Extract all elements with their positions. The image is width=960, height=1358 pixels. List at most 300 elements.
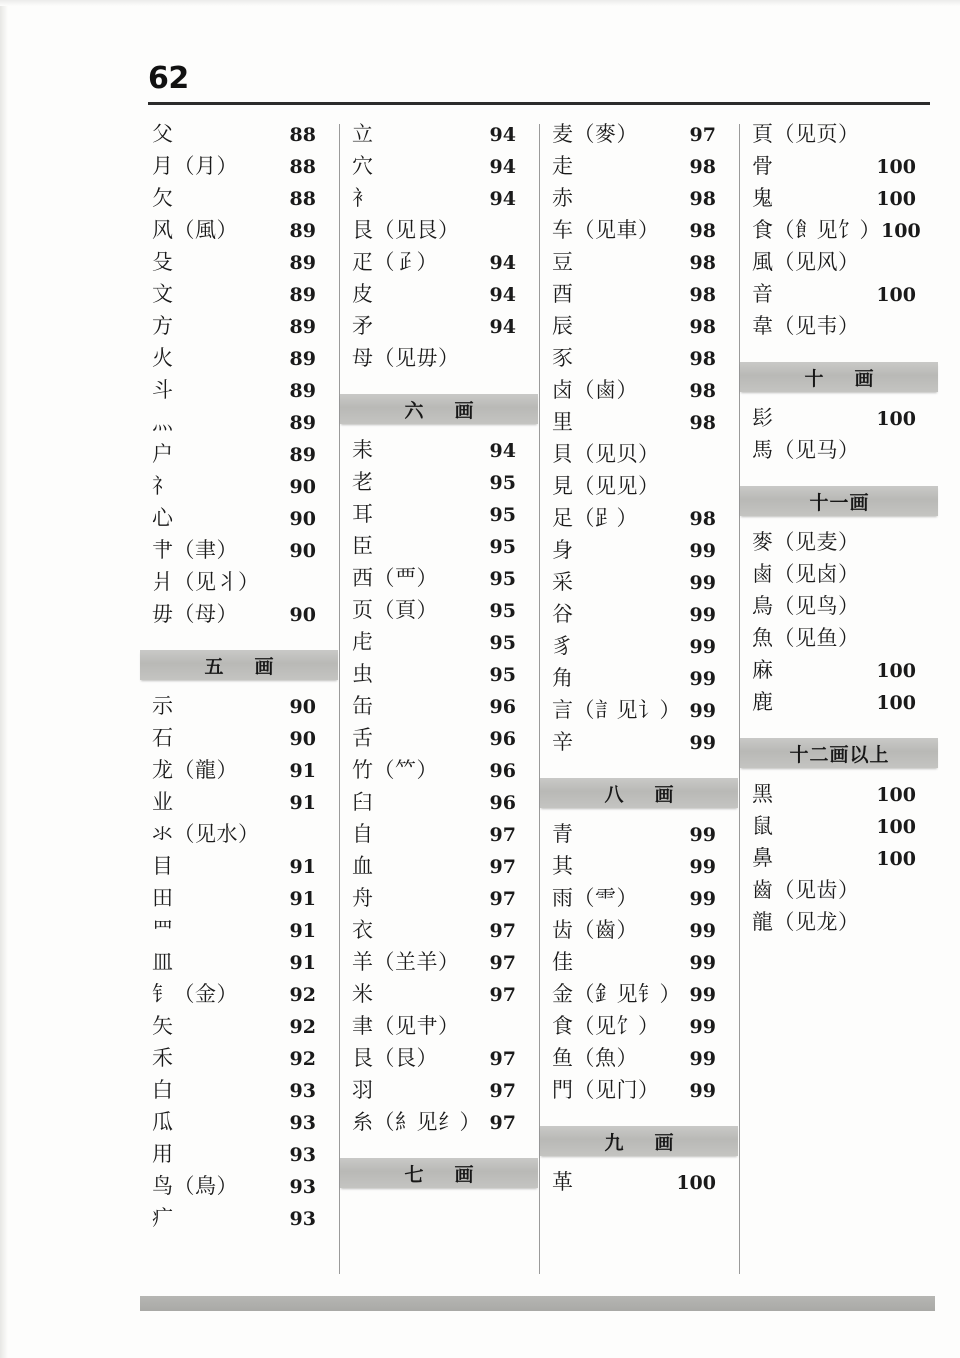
radical-page-number: 91 [289, 952, 316, 974]
radical-entry[interactable] [140, 476, 338, 508]
radical-character: 斗 [152, 378, 174, 402]
radical-page-number: 99 [689, 1016, 716, 1038]
radical-entry[interactable] [540, 732, 738, 764]
radical-character: 卤（鹵） [552, 378, 638, 402]
radical-entry[interactable] [540, 444, 738, 476]
page-number: 62 [148, 61, 189, 96]
radical-entry[interactable] [140, 888, 338, 920]
radical-entry[interactable] [540, 540, 738, 572]
radical-character: 禾 [152, 1046, 174, 1070]
radical-page-number: 93 [289, 1176, 316, 1198]
radical-character: 髟 [752, 406, 774, 430]
radical-entry[interactable] [340, 824, 538, 856]
radical-character: 身 [552, 538, 574, 562]
radical-entry[interactable] [140, 604, 338, 636]
radical-page-number: 95 [489, 536, 516, 558]
radical-page-number: 97 [489, 1112, 516, 1134]
radical-page-number: 94 [489, 316, 516, 338]
radical-character: 车（见車） [552, 218, 660, 242]
radical-entry[interactable] [140, 1208, 338, 1240]
radical-page-number: 90 [289, 604, 316, 626]
radical-entry[interactable] [140, 124, 338, 156]
radical-character: 礻 [152, 474, 174, 498]
radical-character: 衤 [352, 186, 374, 210]
radical-character: 豕 [552, 346, 574, 370]
radical-page-number: 96 [489, 760, 516, 782]
radical-entry[interactable] [540, 124, 738, 156]
radical-entry[interactable] [540, 1080, 738, 1112]
radical-character: 風（见风） [752, 250, 860, 274]
radical-entry[interactable] [340, 632, 538, 664]
radical-character: 辰 [552, 314, 574, 338]
radical-character: 齿（齒） [552, 918, 638, 942]
radical-character: 龍（见龙） [752, 910, 860, 934]
radical-character: 麦（麥） [552, 122, 638, 146]
radical-entry[interactable] [740, 848, 938, 880]
radical-character: 臣 [352, 534, 374, 558]
radical-entry[interactable] [340, 472, 538, 504]
radical-entry[interactable] [740, 564, 938, 596]
radical-character: 糸（糹见纟） [352, 1110, 481, 1134]
radical-character: 业 [152, 790, 174, 814]
radical-character: 鱼（魚） [552, 1046, 638, 1070]
radical-character: 疒 [152, 1206, 174, 1230]
radical-entry[interactable] [740, 188, 938, 220]
radical-character: 欠 [152, 186, 174, 210]
radical-page-number: 95 [489, 472, 516, 494]
radical-page-number: 96 [489, 792, 516, 814]
radical-entry[interactable] [140, 348, 338, 380]
radical-page-number: 98 [689, 316, 716, 338]
radical-character: 虍 [352, 630, 374, 654]
radical-page-number: 97 [489, 1080, 516, 1102]
stroke-section-label: 七 画 [404, 1163, 480, 1186]
radical-entry[interactable] [140, 284, 338, 316]
radical-entry[interactable] [740, 156, 938, 188]
radical-entry[interactable] [740, 284, 938, 316]
radical-entry[interactable] [140, 1176, 338, 1208]
radical-character: 衣 [352, 918, 374, 942]
radical-character: 米 [352, 982, 374, 1006]
radical-page-number: 94 [489, 156, 516, 178]
radical-page-number: 88 [289, 124, 316, 146]
radical-entry[interactable] [140, 508, 338, 540]
page-edge-shadow-left [0, 0, 8, 1358]
radical-page-number: 92 [289, 984, 316, 1006]
radical-character: 鹵（见卤） [752, 562, 860, 586]
radical-character: 酉 [552, 282, 574, 306]
radical-page-number: 99 [689, 732, 716, 754]
stroke-section-label: 六 画 [404, 399, 480, 422]
radical-character: 父 [152, 122, 174, 146]
radical-character: 鼠 [752, 814, 774, 838]
radical-page-number: 91 [289, 792, 316, 814]
radical-page-number: 88 [289, 188, 316, 210]
radical-entry[interactable] [540, 316, 738, 348]
radical-page-number: 99 [689, 572, 716, 594]
radical-character: 矛 [352, 314, 374, 338]
radical-entry[interactable] [340, 1016, 538, 1048]
radical-entry[interactable] [140, 1048, 338, 1080]
radical-page-number: 94 [489, 124, 516, 146]
radical-character: 金（釒见钅） [552, 982, 681, 1006]
radical-entry[interactable] [140, 1016, 338, 1048]
radical-entry[interactable] [340, 792, 538, 824]
radical-entry[interactable] [540, 1048, 738, 1080]
stroke-section-header [740, 486, 938, 516]
radical-page-number: 89 [289, 348, 316, 370]
radical-page-number: 89 [289, 252, 316, 274]
radical-character: 龙（龍） [152, 758, 238, 782]
radical-character: 骨 [752, 154, 774, 178]
radical-page-number: 100 [876, 784, 916, 806]
radical-character: 角 [552, 666, 574, 690]
radical-entry[interactable] [740, 408, 938, 440]
page-edge-shadow-top [0, 0, 960, 6]
radical-page-number: 98 [689, 188, 716, 210]
radical-entry[interactable] [740, 440, 938, 472]
radical-entry[interactable] [140, 252, 338, 284]
radical-character: 聿（见肀） [352, 1014, 460, 1038]
radical-page-number: 93 [289, 1112, 316, 1134]
radical-page-number: 96 [489, 696, 516, 718]
radical-character: 鸟（鳥） [152, 1174, 238, 1198]
radical-character: 殳 [152, 250, 174, 274]
radical-entry[interactable] [740, 596, 938, 628]
radical-entry[interactable] [340, 888, 538, 920]
radical-character: 豆 [552, 250, 574, 274]
radical-character: 灬 [152, 410, 174, 434]
radical-character: 青 [552, 822, 574, 846]
radical-entry[interactable] [340, 984, 538, 1016]
radical-entry[interactable] [340, 124, 538, 156]
radical-entry[interactable] [740, 912, 938, 944]
radical-entry[interactable] [140, 728, 338, 760]
radical-entry[interactable] [740, 628, 938, 660]
radical-character: 黑 [752, 782, 774, 806]
radical-entry[interactable] [540, 604, 738, 636]
radical-page-number: 95 [489, 600, 516, 622]
radical-entry[interactable] [340, 760, 538, 792]
radical-character: 立 [352, 122, 374, 146]
radical-page-number: 99 [689, 984, 716, 1006]
radical-entry[interactable] [540, 1172, 738, 1204]
radical-entry[interactable] [140, 984, 338, 1016]
radical-page-number: 89 [289, 380, 316, 402]
radical-character: 疋（𤴔） [352, 250, 438, 274]
radical-page-number: 97 [489, 952, 516, 974]
radical-entry[interactable] [340, 728, 538, 760]
radical-character: 辛 [552, 730, 574, 754]
radical-entry[interactable] [540, 252, 738, 284]
radical-page-number: 99 [689, 540, 716, 562]
radical-character: 方 [152, 314, 174, 338]
stroke-section-header [340, 394, 538, 424]
radical-entry[interactable] [140, 1080, 338, 1112]
page-header [148, 61, 930, 105]
radical-entry[interactable] [140, 220, 338, 252]
radical-entry[interactable] [340, 316, 538, 348]
radical-page-number: 89 [289, 412, 316, 434]
radical-character: 里 [552, 410, 574, 434]
radical-page-number: 90 [289, 476, 316, 498]
stroke-section-label: 八 画 [604, 783, 680, 806]
radical-character: 火 [152, 346, 174, 370]
radical-entry[interactable] [540, 476, 738, 508]
radical-page-number: 98 [689, 284, 716, 306]
radical-page-number: 100 [881, 220, 921, 242]
radical-character: 豸 [552, 634, 574, 658]
radical-page-number: 99 [689, 920, 716, 942]
header-rule [148, 102, 930, 105]
radical-character: 羽 [352, 1078, 374, 1102]
radical-page-number: 95 [489, 504, 516, 526]
radical-entry[interactable] [340, 220, 538, 252]
radical-character: 鹿 [752, 690, 774, 714]
radical-character: 虫 [352, 662, 374, 686]
radical-character: 音 [752, 282, 774, 306]
radical-entry[interactable] [740, 660, 938, 692]
stroke-section-label: 十 画 [804, 367, 880, 390]
radical-entry[interactable] [340, 952, 538, 984]
radical-entry[interactable] [140, 792, 338, 824]
radical-entry[interactable] [140, 920, 338, 952]
radical-page-number: 97 [689, 124, 716, 146]
radical-character: 貝（见贝） [552, 442, 660, 466]
radical-entry[interactable] [740, 220, 938, 252]
radical-page-number: 100 [876, 284, 916, 306]
radical-page-number: 100 [676, 1172, 716, 1194]
radical-page-number: 97 [489, 824, 516, 846]
radical-entry[interactable] [140, 156, 338, 188]
radical-entry[interactable] [540, 1016, 738, 1048]
radical-entry[interactable] [340, 568, 538, 600]
radical-page-number: 92 [289, 1048, 316, 1070]
radical-character: 門（见门） [552, 1078, 660, 1102]
radical-entry[interactable] [340, 348, 538, 380]
radical-character: 毋（母） [152, 602, 238, 626]
radical-page-number: 98 [689, 220, 716, 242]
radical-page-number: 99 [689, 604, 716, 626]
stroke-section-header [740, 362, 938, 392]
radical-character: 石 [152, 726, 174, 750]
radical-entry[interactable] [540, 636, 738, 668]
radical-character: 谷 [552, 602, 574, 626]
stroke-section-label: 九 画 [604, 1131, 680, 1154]
radical-entry[interactable] [140, 952, 338, 984]
radical-character: 麥（见麦） [752, 530, 860, 554]
stroke-section-label: 五 画 [204, 655, 280, 678]
radical-entry[interactable] [540, 572, 738, 604]
radical-character: 佳 [552, 950, 574, 974]
radical-entry[interactable] [140, 824, 338, 856]
radical-page-number: 99 [689, 856, 716, 878]
radical-character: 风（風） [152, 218, 238, 242]
radical-index-columns [140, 124, 940, 1274]
radical-entry[interactable] [540, 824, 738, 856]
radical-entry[interactable] [740, 252, 938, 284]
radical-entry[interactable] [340, 1048, 538, 1080]
radical-character: 缶 [352, 694, 374, 718]
radical-character: 魚（见鱼） [752, 626, 860, 650]
radical-page-number: 89 [289, 220, 316, 242]
radical-entry[interactable] [540, 284, 738, 316]
radical-entry[interactable] [140, 540, 338, 572]
radical-entry[interactable] [340, 156, 538, 188]
footer-bar [140, 1296, 935, 1311]
radical-entry[interactable] [340, 1080, 538, 1112]
radical-character: 竹（𥫗） [352, 758, 438, 782]
radical-page-number: 91 [289, 760, 316, 782]
radical-entry[interactable] [340, 536, 538, 568]
radical-character: 户 [152, 442, 174, 466]
radical-entry[interactable] [340, 504, 538, 536]
radical-entry[interactable] [140, 572, 338, 604]
radical-entry[interactable] [140, 412, 338, 444]
radical-page-number: 94 [489, 284, 516, 306]
radical-page-number: 94 [489, 252, 516, 274]
radical-character: 母（见毋） [352, 346, 460, 370]
stroke-section-header [740, 738, 938, 768]
stroke-section-label: 十二画以上 [789, 743, 890, 766]
radical-entry[interactable] [540, 700, 738, 732]
radical-page-number: 99 [689, 636, 716, 658]
radical-entry[interactable] [540, 668, 738, 700]
column-1 [140, 124, 340, 1274]
radical-character: 白 [152, 1078, 174, 1102]
radical-page-number: 99 [689, 668, 716, 690]
radical-character: 馬（见马） [752, 438, 860, 462]
radical-entry[interactable] [340, 856, 538, 888]
radical-character: 采 [552, 570, 574, 594]
radical-page-number: 94 [489, 440, 516, 462]
radical-entry[interactable] [140, 856, 338, 888]
radical-character: 氺（见水） [152, 822, 260, 846]
radical-page-number: 90 [289, 540, 316, 562]
radical-entry[interactable] [340, 664, 538, 696]
radical-page-number: 95 [489, 664, 516, 686]
radical-page-number: 92 [289, 1016, 316, 1038]
radical-character: 走 [552, 154, 574, 178]
radical-entry[interactable] [340, 696, 538, 728]
radical-entry[interactable] [740, 692, 938, 724]
radical-entry[interactable] [540, 888, 738, 920]
radical-page-number: 98 [689, 508, 716, 530]
radical-character: 皮 [352, 282, 374, 306]
radical-page-number: 91 [289, 856, 316, 878]
radical-character: 革 [552, 1170, 574, 1194]
radical-character: 言（訁见讠） [552, 698, 681, 722]
radical-character: 老 [352, 470, 374, 494]
radical-entry[interactable] [140, 316, 338, 348]
radical-page-number: 100 [876, 188, 916, 210]
radical-character: 月（月） [152, 154, 238, 178]
radical-page-number: 89 [289, 444, 316, 466]
radical-page-number: 98 [689, 156, 716, 178]
radical-character: 穴 [352, 154, 374, 178]
radical-entry[interactable] [540, 156, 738, 188]
radical-entry[interactable] [340, 1112, 538, 1144]
radical-page-number: 88 [289, 156, 316, 178]
radical-entry[interactable] [140, 696, 338, 728]
radical-page-number: 97 [489, 888, 516, 910]
radical-page-number: 93 [289, 1144, 316, 1166]
radical-entry[interactable] [140, 1144, 338, 1176]
radical-entry[interactable] [340, 600, 538, 632]
radical-page-number: 98 [689, 348, 716, 370]
radical-entry[interactable] [340, 252, 538, 284]
radical-entry[interactable] [740, 316, 938, 348]
radical-page-number: 90 [289, 508, 316, 530]
radical-character: 罒 [152, 918, 174, 942]
radical-page-number: 97 [489, 1048, 516, 1070]
radical-entry[interactable] [140, 188, 338, 220]
radical-character: 頁（见页） [752, 122, 860, 146]
stroke-section-header [340, 1158, 538, 1188]
radical-character: 舌 [352, 726, 374, 750]
radical-character: 鼻 [752, 846, 774, 870]
radical-character: 自 [352, 822, 374, 846]
radical-entry[interactable] [540, 220, 738, 252]
radical-character: 爿（见丬） [152, 570, 260, 594]
radical-entry[interactable] [540, 508, 738, 540]
radical-character: 舟 [352, 886, 374, 910]
radical-character: 艮（艮） [352, 1046, 438, 1070]
radical-character: 鳥（见鸟） [752, 594, 860, 618]
radical-page-number: 97 [489, 856, 516, 878]
radical-entry[interactable] [740, 880, 938, 912]
radical-entry[interactable] [340, 284, 538, 316]
radical-entry[interactable] [540, 984, 738, 1016]
radical-entry[interactable] [140, 380, 338, 412]
radical-character: 瓜 [152, 1110, 174, 1134]
radical-page-number: 100 [876, 816, 916, 838]
radical-entry[interactable] [540, 952, 738, 984]
radical-character: 食（飠见饣） [752, 218, 881, 242]
radical-page-number: 89 [289, 284, 316, 306]
radical-entry[interactable] [540, 348, 738, 380]
radical-character: 赤 [552, 186, 574, 210]
radical-entry[interactable] [340, 920, 538, 952]
radical-entry[interactable] [740, 816, 938, 848]
radical-entry[interactable] [540, 856, 738, 888]
stroke-section-header [540, 778, 738, 808]
radical-page-number: 89 [289, 316, 316, 338]
radical-entry[interactable] [540, 920, 738, 952]
radical-entry[interactable] [540, 412, 738, 444]
radical-page-number: 97 [489, 984, 516, 1006]
radical-page-number: 96 [489, 728, 516, 750]
radical-character: 示 [152, 694, 174, 718]
radical-entry[interactable] [140, 444, 338, 476]
radical-entry[interactable] [140, 1112, 338, 1144]
radical-character: 肀（聿） [152, 538, 238, 562]
radical-entry[interactable] [140, 760, 338, 792]
radical-entry[interactable] [340, 440, 538, 472]
radical-page-number: 98 [689, 252, 716, 274]
radical-character: 血 [352, 854, 374, 878]
radical-entry[interactable] [540, 188, 738, 220]
radical-entry[interactable] [540, 380, 738, 412]
radical-entry[interactable] [740, 784, 938, 816]
radical-page-number: 98 [689, 412, 716, 434]
radical-entry[interactable] [740, 124, 938, 156]
radical-character: 艮（见艮） [352, 218, 460, 242]
radical-page-number: 99 [689, 700, 716, 722]
radical-entry[interactable] [340, 188, 538, 220]
radical-entry[interactable] [740, 532, 938, 564]
radical-page-number: 99 [689, 952, 716, 974]
